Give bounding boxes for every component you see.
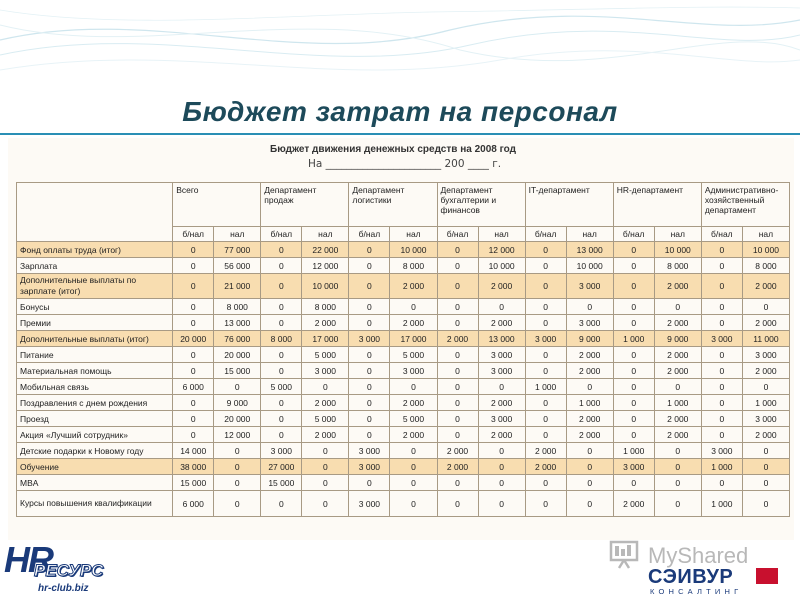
table-cell: 8 000	[654, 258, 701, 274]
table-cell: 0	[654, 475, 701, 491]
table-cell: 12 000	[302, 258, 349, 274]
table-cell: 0	[349, 242, 390, 258]
table-cell: 3 000	[478, 363, 525, 379]
table-cell: 0	[613, 299, 654, 315]
table-cell: 27 000	[261, 459, 302, 475]
table-cell: 0	[654, 299, 701, 315]
table-cell: 2 000	[742, 274, 789, 299]
table-cell: 1 000	[701, 459, 742, 475]
table-cell: 0	[478, 459, 525, 475]
table-cell: 0	[214, 443, 261, 459]
table-cell: 0	[437, 491, 478, 517]
hr-logo-word: РЕСУРС	[34, 561, 104, 580]
table-cell: 2 000	[437, 459, 478, 475]
table-cell: 3 000	[742, 411, 789, 427]
table-cell: 8 000	[261, 331, 302, 347]
table-row	[17, 411, 790, 427]
table-cell: 0	[566, 475, 613, 491]
table-cell: 0	[437, 347, 478, 363]
table-cell: 2 000	[742, 363, 789, 379]
table-cell: 12 000	[214, 427, 261, 443]
table-cell: 0	[654, 443, 701, 459]
table-cell: 5 000	[302, 411, 349, 427]
table-cell: 0	[613, 379, 654, 395]
table-cell: 5 000	[390, 347, 437, 363]
table-cell: 0	[525, 427, 566, 443]
table-cell: 0	[701, 379, 742, 395]
table-cell: 2 000	[302, 315, 349, 331]
table-cell: 0	[173, 274, 214, 299]
subcolumn-header: б/нал	[525, 227, 566, 242]
table-cell: 2 000	[654, 427, 701, 443]
table-cell: 0	[525, 411, 566, 427]
department-header-row	[17, 183, 790, 227]
table-cell: 2 000	[654, 411, 701, 427]
table-row	[17, 258, 790, 274]
table-cell: 0	[701, 315, 742, 331]
table-cell: 0	[525, 274, 566, 299]
table-cell: 5 000	[302, 347, 349, 363]
table-cell: 0	[613, 274, 654, 299]
table-cell: 5 000	[261, 379, 302, 395]
table-cell: 0	[437, 427, 478, 443]
table-cell: 8 000	[302, 299, 349, 315]
table-cell: 0	[613, 258, 654, 274]
table-cell: 0	[437, 395, 478, 411]
table-cell: 0	[525, 299, 566, 315]
table-cell: 2 000	[613, 491, 654, 517]
table-row	[17, 347, 790, 363]
table-cell: 0	[261, 315, 302, 331]
table-cell: 0	[525, 258, 566, 274]
table-cell: 0	[525, 363, 566, 379]
table-cell: 10 000	[566, 258, 613, 274]
table-cell: 15 000	[173, 475, 214, 491]
table-row	[17, 475, 790, 491]
table-cell: 0	[437, 475, 478, 491]
table-cell: 10 000	[390, 242, 437, 258]
table-cell: 0	[613, 363, 654, 379]
subcolumn-header: нал	[742, 227, 789, 242]
table-cell: 2 000	[742, 427, 789, 443]
table-cell: 0	[525, 491, 566, 517]
row-label: Питание	[17, 347, 173, 363]
table-cell: 0	[437, 379, 478, 395]
table-cell: 0	[437, 242, 478, 258]
table-cell: 0	[525, 242, 566, 258]
table-cell: 38 000	[173, 459, 214, 475]
table-cell: 0	[701, 242, 742, 258]
table-cell: 0	[613, 395, 654, 411]
subcolumn-header: нал	[390, 227, 437, 242]
table-cell: 1 000	[566, 395, 613, 411]
subcolumn-header: б/нал	[437, 227, 478, 242]
department-header: Департамент бухгалтерии и финансов	[437, 183, 525, 227]
subcolumn-header: нал	[654, 227, 701, 242]
table-cell: 3 000	[742, 347, 789, 363]
table-cell: 2 000	[437, 331, 478, 347]
row-label: Дополнительные выплаты по зарплате (итог)	[17, 274, 173, 299]
presentation-icon	[608, 540, 642, 570]
table-cell: 17 000	[390, 331, 437, 347]
table-cell: 3 000	[566, 274, 613, 299]
table-cell: 20 000	[214, 411, 261, 427]
table-cell: 10 000	[302, 274, 349, 299]
table-cell: 15 000	[261, 475, 302, 491]
table-cell: 0	[701, 258, 742, 274]
table-cell: 0	[173, 395, 214, 411]
department-header: Всего	[173, 183, 261, 227]
table-cell: 0	[390, 443, 437, 459]
table-cell: 0	[261, 427, 302, 443]
table-cell: 20 000	[173, 331, 214, 347]
table-cell: 0	[654, 459, 701, 475]
table-cell: 56 000	[214, 258, 261, 274]
table-cell: 0	[261, 347, 302, 363]
table-cell: 0	[437, 363, 478, 379]
table-cell: 13 000	[566, 242, 613, 258]
table-cell: 0	[173, 363, 214, 379]
table-cell: 0	[349, 395, 390, 411]
title-divider	[0, 133, 800, 135]
table-cell: 10 000	[654, 242, 701, 258]
table-cell: 12 000	[478, 242, 525, 258]
table-cell: 0	[390, 475, 437, 491]
saver-logo-subtitle: КОНСАЛТИНГ	[650, 587, 743, 596]
subcolumn-header: нал	[566, 227, 613, 242]
table-cell: 0	[478, 379, 525, 395]
table-cell: 0	[349, 347, 390, 363]
table-cell: 0	[349, 299, 390, 315]
table-cell: 22 000	[302, 242, 349, 258]
table-cell: 2 000	[654, 315, 701, 331]
table-cell: 0	[261, 395, 302, 411]
table-cell: 0	[701, 347, 742, 363]
table-cell: 76 000	[214, 331, 261, 347]
table-cell: 0	[742, 379, 789, 395]
table-cell: 0	[613, 475, 654, 491]
table-cell: 10 000	[478, 258, 525, 274]
table-cell: 2 000	[654, 274, 701, 299]
table-cell: 0	[261, 491, 302, 517]
table-cell: 2 000	[566, 363, 613, 379]
table-cell: 2 000	[654, 347, 701, 363]
subcolumn-header: нал	[214, 227, 261, 242]
row-label: Премии	[17, 315, 173, 331]
table-cell: 2 000	[437, 443, 478, 459]
table-cell: 0	[654, 491, 701, 517]
background-swirls	[0, 0, 800, 90]
row-label: MBA	[17, 475, 173, 491]
scanned-document	[8, 138, 794, 540]
table-cell: 0	[214, 459, 261, 475]
table-cell: 9 000	[214, 395, 261, 411]
table-row	[17, 443, 790, 459]
table-cell: 0	[261, 242, 302, 258]
department-header: Административно-хозяйственный департамент	[701, 183, 789, 227]
table-cell: 0	[349, 258, 390, 274]
table-cell: 0	[525, 347, 566, 363]
table-cell: 0	[613, 411, 654, 427]
table-row	[17, 427, 790, 443]
table-cell: 3 000	[349, 443, 390, 459]
table-cell: 0	[390, 299, 437, 315]
table-cell: 0	[214, 491, 261, 517]
table-cell: 0	[525, 395, 566, 411]
table-cell: 2 000	[302, 427, 349, 443]
table-cell: 11 000	[742, 331, 789, 347]
table-cell: 0	[566, 491, 613, 517]
table-cell: 0	[349, 427, 390, 443]
table-cell: 0	[390, 379, 437, 395]
hr-logo-mark: HR	[4, 539, 52, 580]
row-label: Поздравления с днем рождения	[17, 395, 173, 411]
table-cell: 3 000	[701, 443, 742, 459]
table-cell: 0	[261, 299, 302, 315]
table-cell: 0	[613, 242, 654, 258]
hr-resurs-logo	[4, 539, 124, 599]
myshared-text: MyShared	[648, 543, 749, 568]
table-cell: 17 000	[302, 331, 349, 347]
row-label: Дополнительные выплаты (итог)	[17, 331, 173, 347]
row-label: Акция «Лучший сотрудник»	[17, 427, 173, 443]
table-cell: 0	[566, 299, 613, 315]
table-cell: 0	[390, 459, 437, 475]
row-label: Фонд оплаты труда (итог)	[17, 242, 173, 258]
table-cell: 77 000	[214, 242, 261, 258]
row-label: Курсы повышения квалификации	[17, 491, 173, 517]
table-cell: 2 000	[478, 427, 525, 443]
table-cell: 2 000	[390, 427, 437, 443]
department-header: Департамент продаж	[261, 183, 349, 227]
table-cell: 21 000	[214, 274, 261, 299]
table-cell: 0	[173, 258, 214, 274]
table-cell: 0	[302, 443, 349, 459]
table-cell: 2 000	[566, 427, 613, 443]
table-cell: 0	[302, 475, 349, 491]
row-label: Зарплата	[17, 258, 173, 274]
table-cell: 2 000	[478, 315, 525, 331]
table-cell: 0	[261, 258, 302, 274]
table-cell: 0	[701, 363, 742, 379]
table-row	[17, 274, 790, 299]
table-cell: 0	[437, 258, 478, 274]
table-cell: 6 000	[173, 379, 214, 395]
table-cell: 0	[349, 475, 390, 491]
table-cell: 3 000	[701, 331, 742, 347]
document-subtitle: На ______________________ 200 ____ г.	[308, 158, 502, 170]
table-cell: 2 000	[390, 274, 437, 299]
table-cell: 0	[173, 347, 214, 363]
department-header: HR-департамент	[613, 183, 701, 227]
table-cell: 1 000	[654, 395, 701, 411]
row-label: Материальная помощь	[17, 363, 173, 379]
table-cell: 3 000	[349, 331, 390, 347]
table-cell: 2 000	[654, 363, 701, 379]
table-cell: 2 000	[742, 315, 789, 331]
table-cell: 0	[437, 299, 478, 315]
table-cell: 0	[349, 274, 390, 299]
table-cell: 0	[566, 443, 613, 459]
table-cell: 8 000	[214, 299, 261, 315]
table-cell: 20 000	[214, 347, 261, 363]
table-cell: 8 000	[742, 258, 789, 274]
table-cell: 0	[742, 475, 789, 491]
row-label: Бонусы	[17, 299, 173, 315]
table-cell: 0	[349, 363, 390, 379]
table-cell: 0	[173, 315, 214, 331]
saver-logo-red-block	[756, 568, 778, 584]
saver-logo-name: СЭИВУР	[648, 566, 734, 588]
table-cell: 2 000	[478, 395, 525, 411]
table-cell: 0	[214, 379, 261, 395]
subcolumn-header: б/нал	[173, 227, 214, 242]
table-cell: 0	[566, 379, 613, 395]
row-label-header	[17, 183, 173, 242]
table-cell: 1 000	[613, 331, 654, 347]
table-cell: 0	[173, 242, 214, 258]
table-cell: 0	[701, 411, 742, 427]
table-cell: 3 000	[525, 331, 566, 347]
table-cell: 14 000	[173, 443, 214, 459]
table-cell: 0	[701, 427, 742, 443]
table-cell: 0	[261, 363, 302, 379]
table-cell: 0	[478, 475, 525, 491]
table-cell: 0	[302, 379, 349, 395]
table-cell: 0	[742, 299, 789, 315]
table-cell: 0	[525, 315, 566, 331]
table-cell: 0	[437, 411, 478, 427]
table-cell: 0	[654, 379, 701, 395]
budget-table-body	[17, 242, 790, 517]
table-cell: 6 000	[173, 491, 214, 517]
table-cell: 1 000	[525, 379, 566, 395]
table-cell: 3 000	[613, 459, 654, 475]
table-row	[17, 363, 790, 379]
table-cell: 0	[261, 411, 302, 427]
table-cell: 3 000	[566, 315, 613, 331]
table-cell: 0	[261, 274, 302, 299]
table-cell: 3 000	[478, 411, 525, 427]
table-cell: 0	[349, 379, 390, 395]
table-cell: 0	[349, 411, 390, 427]
table-cell: 0	[742, 459, 789, 475]
table-cell: 1 000	[742, 395, 789, 411]
table-row	[17, 315, 790, 331]
table-cell: 2 000	[566, 347, 613, 363]
table-cell: 0	[173, 411, 214, 427]
table-cell: 1 000	[613, 443, 654, 459]
row-label: Проезд	[17, 411, 173, 427]
table-cell: 5 000	[390, 411, 437, 427]
table-cell: 0	[525, 475, 566, 491]
department-header: IT-департамент	[525, 183, 613, 227]
table-cell: 0	[349, 315, 390, 331]
table-cell: 10 000	[742, 242, 789, 258]
table-row	[17, 242, 790, 258]
table-cell: 9 000	[654, 331, 701, 347]
table-row	[17, 299, 790, 315]
table-cell: 0	[302, 491, 349, 517]
table-cell: 0	[613, 315, 654, 331]
table-cell: 8 000	[390, 258, 437, 274]
table-cell: 3 000	[478, 347, 525, 363]
table-cell: 2 000	[525, 459, 566, 475]
table-row	[17, 331, 790, 347]
subcolumn-header: б/нал	[701, 227, 742, 242]
table-cell: 2 000	[390, 315, 437, 331]
table-row	[17, 395, 790, 411]
table-cell: 0	[613, 347, 654, 363]
table-cell: 0	[701, 274, 742, 299]
budget-table	[16, 182, 790, 517]
table-cell: 0	[478, 299, 525, 315]
table-cell: 13 000	[214, 315, 261, 331]
table-cell: 0	[742, 491, 789, 517]
table-cell: 3 000	[302, 363, 349, 379]
table-row	[17, 491, 790, 517]
table-cell: 3 000	[349, 491, 390, 517]
table-cell: 0	[173, 299, 214, 315]
department-header: Департамент логистики	[349, 183, 437, 227]
table-row	[17, 459, 790, 475]
saver-consulting-logo	[648, 566, 798, 598]
hr-logo-url: hr-club.biz	[38, 583, 89, 594]
subcolumn-header: б/нал	[613, 227, 654, 242]
row-label: Мобильная связь	[17, 379, 173, 395]
table-cell: 3 000	[261, 443, 302, 459]
document-title: Бюджет движения денежных средств на 2008 год	[270, 144, 516, 155]
table-cell: 13 000	[478, 331, 525, 347]
table-cell: 2 000	[302, 395, 349, 411]
table-cell: 0	[478, 443, 525, 459]
table-cell: 3 000	[390, 363, 437, 379]
subcolumn-header: б/нал	[349, 227, 390, 242]
table-cell: 0	[701, 395, 742, 411]
table-cell: 15 000	[214, 363, 261, 379]
table-cell: 0	[742, 443, 789, 459]
subcolumn-header: нал	[302, 227, 349, 242]
table-cell: 0	[566, 459, 613, 475]
table-cell: 0	[390, 491, 437, 517]
table-cell: 1 000	[701, 491, 742, 517]
subcolumn-header: нал	[478, 227, 525, 242]
table-cell: 0	[214, 475, 261, 491]
table-cell: 0	[701, 299, 742, 315]
row-label: Обучение	[17, 459, 173, 475]
table-cell: 0	[437, 274, 478, 299]
table-cell: 2 000	[566, 411, 613, 427]
slide-title: Бюджет затрат на персонал	[182, 96, 618, 127]
table-cell: 2 000	[478, 274, 525, 299]
table-cell: 0	[173, 427, 214, 443]
table-cell: 9 000	[566, 331, 613, 347]
table-cell: 2 000	[390, 395, 437, 411]
table-cell: 3 000	[349, 459, 390, 475]
table-cell: 0	[478, 491, 525, 517]
table-cell: 2 000	[525, 443, 566, 459]
table-cell: 0	[302, 459, 349, 475]
table-cell: 0	[437, 315, 478, 331]
table-cell: 0	[701, 475, 742, 491]
table-row	[17, 379, 790, 395]
row-label: Детские подарки к Новому году	[17, 443, 173, 459]
subcolumn-header: б/нал	[261, 227, 302, 242]
table-cell: 0	[613, 427, 654, 443]
